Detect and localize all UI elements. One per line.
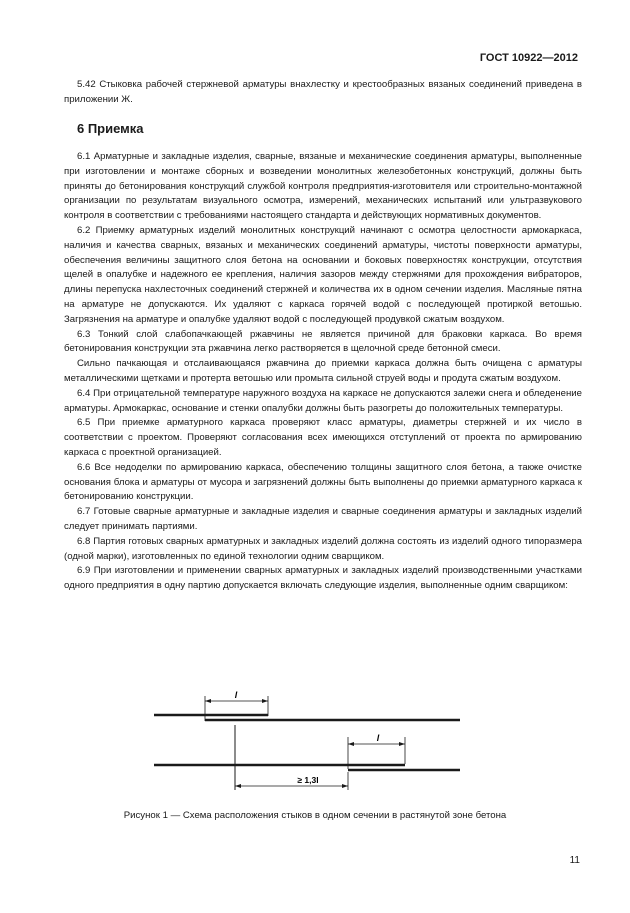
dimension-label: l bbox=[376, 733, 380, 743]
paragraph: 6.5 При приемке арматурного каркаса проверяют класс арматуры, диаметры стержней и их число в соответствии с проектом. Проверяют согласования всех имеющихся отступлений от проекта по армированию каркаса с проектной организацией. bbox=[64, 417, 582, 458]
paragraph: 6.8 Партия готовых сварных арматурных и закладных изделий должна состоять из изделий одного типоразмера (одной марки), изготовленных по единой технологии одним сварщиком. bbox=[64, 535, 582, 562]
paragraph: 6.6 Все недоделки по армированию каркаса, обеспечению толщины защитного слоя бетона, а также очистке основания блока и арматуры от мусора и загрязнений должны быть выполнены до приемки арматурного каркаса к бетонированию конструкции. bbox=[64, 461, 582, 503]
arrow-icon bbox=[235, 784, 241, 788]
arrow-icon bbox=[399, 742, 405, 746]
arrow-icon bbox=[262, 699, 268, 703]
paragraph: 6.2 Приемку арматурных изделий монолитных конструкций начинают с осмотра целостности армокаркаса, наличия и качества сварных, вязаных и механических соединений арматуры, чистоты поверхности арматуры, обеспечения величины защитного слоя бетона на основании и боковых поверхностях конструкции, отсутствия щелей в опалубке и надежного ее крепления, наличия зазоров между стержнями для прохождения вибраторов, длины перепуска нахлесточных соединений стержней и количества их в одном сечении изделия. Масляные пятна на арматуре не допускаются. Их удаляют с каркаса горячей водой с последующей протиркой ветошью. Загрязнения на арматуре и опалубке удаляют водой с последующей продувкой сжатым воздухом. bbox=[64, 224, 582, 325]
figure-caption: Рисунок 1 — Схема расположения стыков в одном сечении в растянутой зоне бетона bbox=[123, 810, 507, 821]
dimension-label: ≥ 1,3l bbox=[297, 775, 319, 785]
section-body bbox=[64, 150, 582, 594]
paragraph: 5.42 Стыковка рабочей стержневой арматуры внахлестку и крестообразных вязаных соединений приведена в приложении Ж. bbox=[64, 79, 582, 105]
paragraph: 6.4 При отрицательной температуре наружного воздуха на каркасе не допускаются залежи снега и обледенение арматуры. Армокаркас, основание и стенки опалубки должны быть разогреты до положительных температуры. bbox=[64, 387, 582, 414]
paragraph: 6.3 Тонкий слой слабопачкающей ржавчины не является причиной для браковки каркаса. Во время бетонирования конструкции эта ржавчина легко растворяется в щелочной среде бетонной смеси. bbox=[64, 328, 582, 355]
intro-paragraph bbox=[64, 78, 582, 108]
paragraph: Сильно пачкающая и отслаивающаяся ржавчина до приемки каркаса должна быть очищена с арматуры металлическими щетками и протерта ветошью или промыта сильной струей воды и продута сжатым воздухом. bbox=[64, 358, 582, 384]
splice-diagram bbox=[150, 690, 470, 800]
standard-code: ГОСТ 10922—2012 bbox=[479, 52, 578, 64]
paragraph: 6.1 Арматурные и закладные изделия, сварные, вязаные и механические соединения арматуры, выполненные при изготовлении и монтаже сборных и возведении монолитных железобетонных конструкций, должны быть приняты до бетонирования конструкций службой контроля предприятия-изготовителя или строительно-монтажной организации по результатам визуального осмотра, измерений, механических испытаний или ультразвукового контроля в соответствии с требованиями настоящего стандарта и действующих нормативных документов. bbox=[64, 151, 582, 222]
arrow-icon bbox=[205, 699, 211, 703]
paragraph: 6.9 При изготовлении и применении сварных арматурных и закладных изделий производственными участками одного предприятия в одну партию допускается включать следующие изделия, выполненные одним сварщиком: bbox=[64, 565, 582, 592]
arrow-icon bbox=[342, 784, 348, 788]
dimension-label: l bbox=[234, 690, 238, 700]
page-number: 11 bbox=[569, 855, 580, 866]
arrow-icon bbox=[348, 742, 354, 746]
paragraph: 6.7 Готовые сварные арматурные и закладные изделия и сварные соединения арматуры и закладных изделий следует принимать партиями. bbox=[64, 506, 582, 532]
section-title: 6 Приемка bbox=[77, 121, 144, 136]
